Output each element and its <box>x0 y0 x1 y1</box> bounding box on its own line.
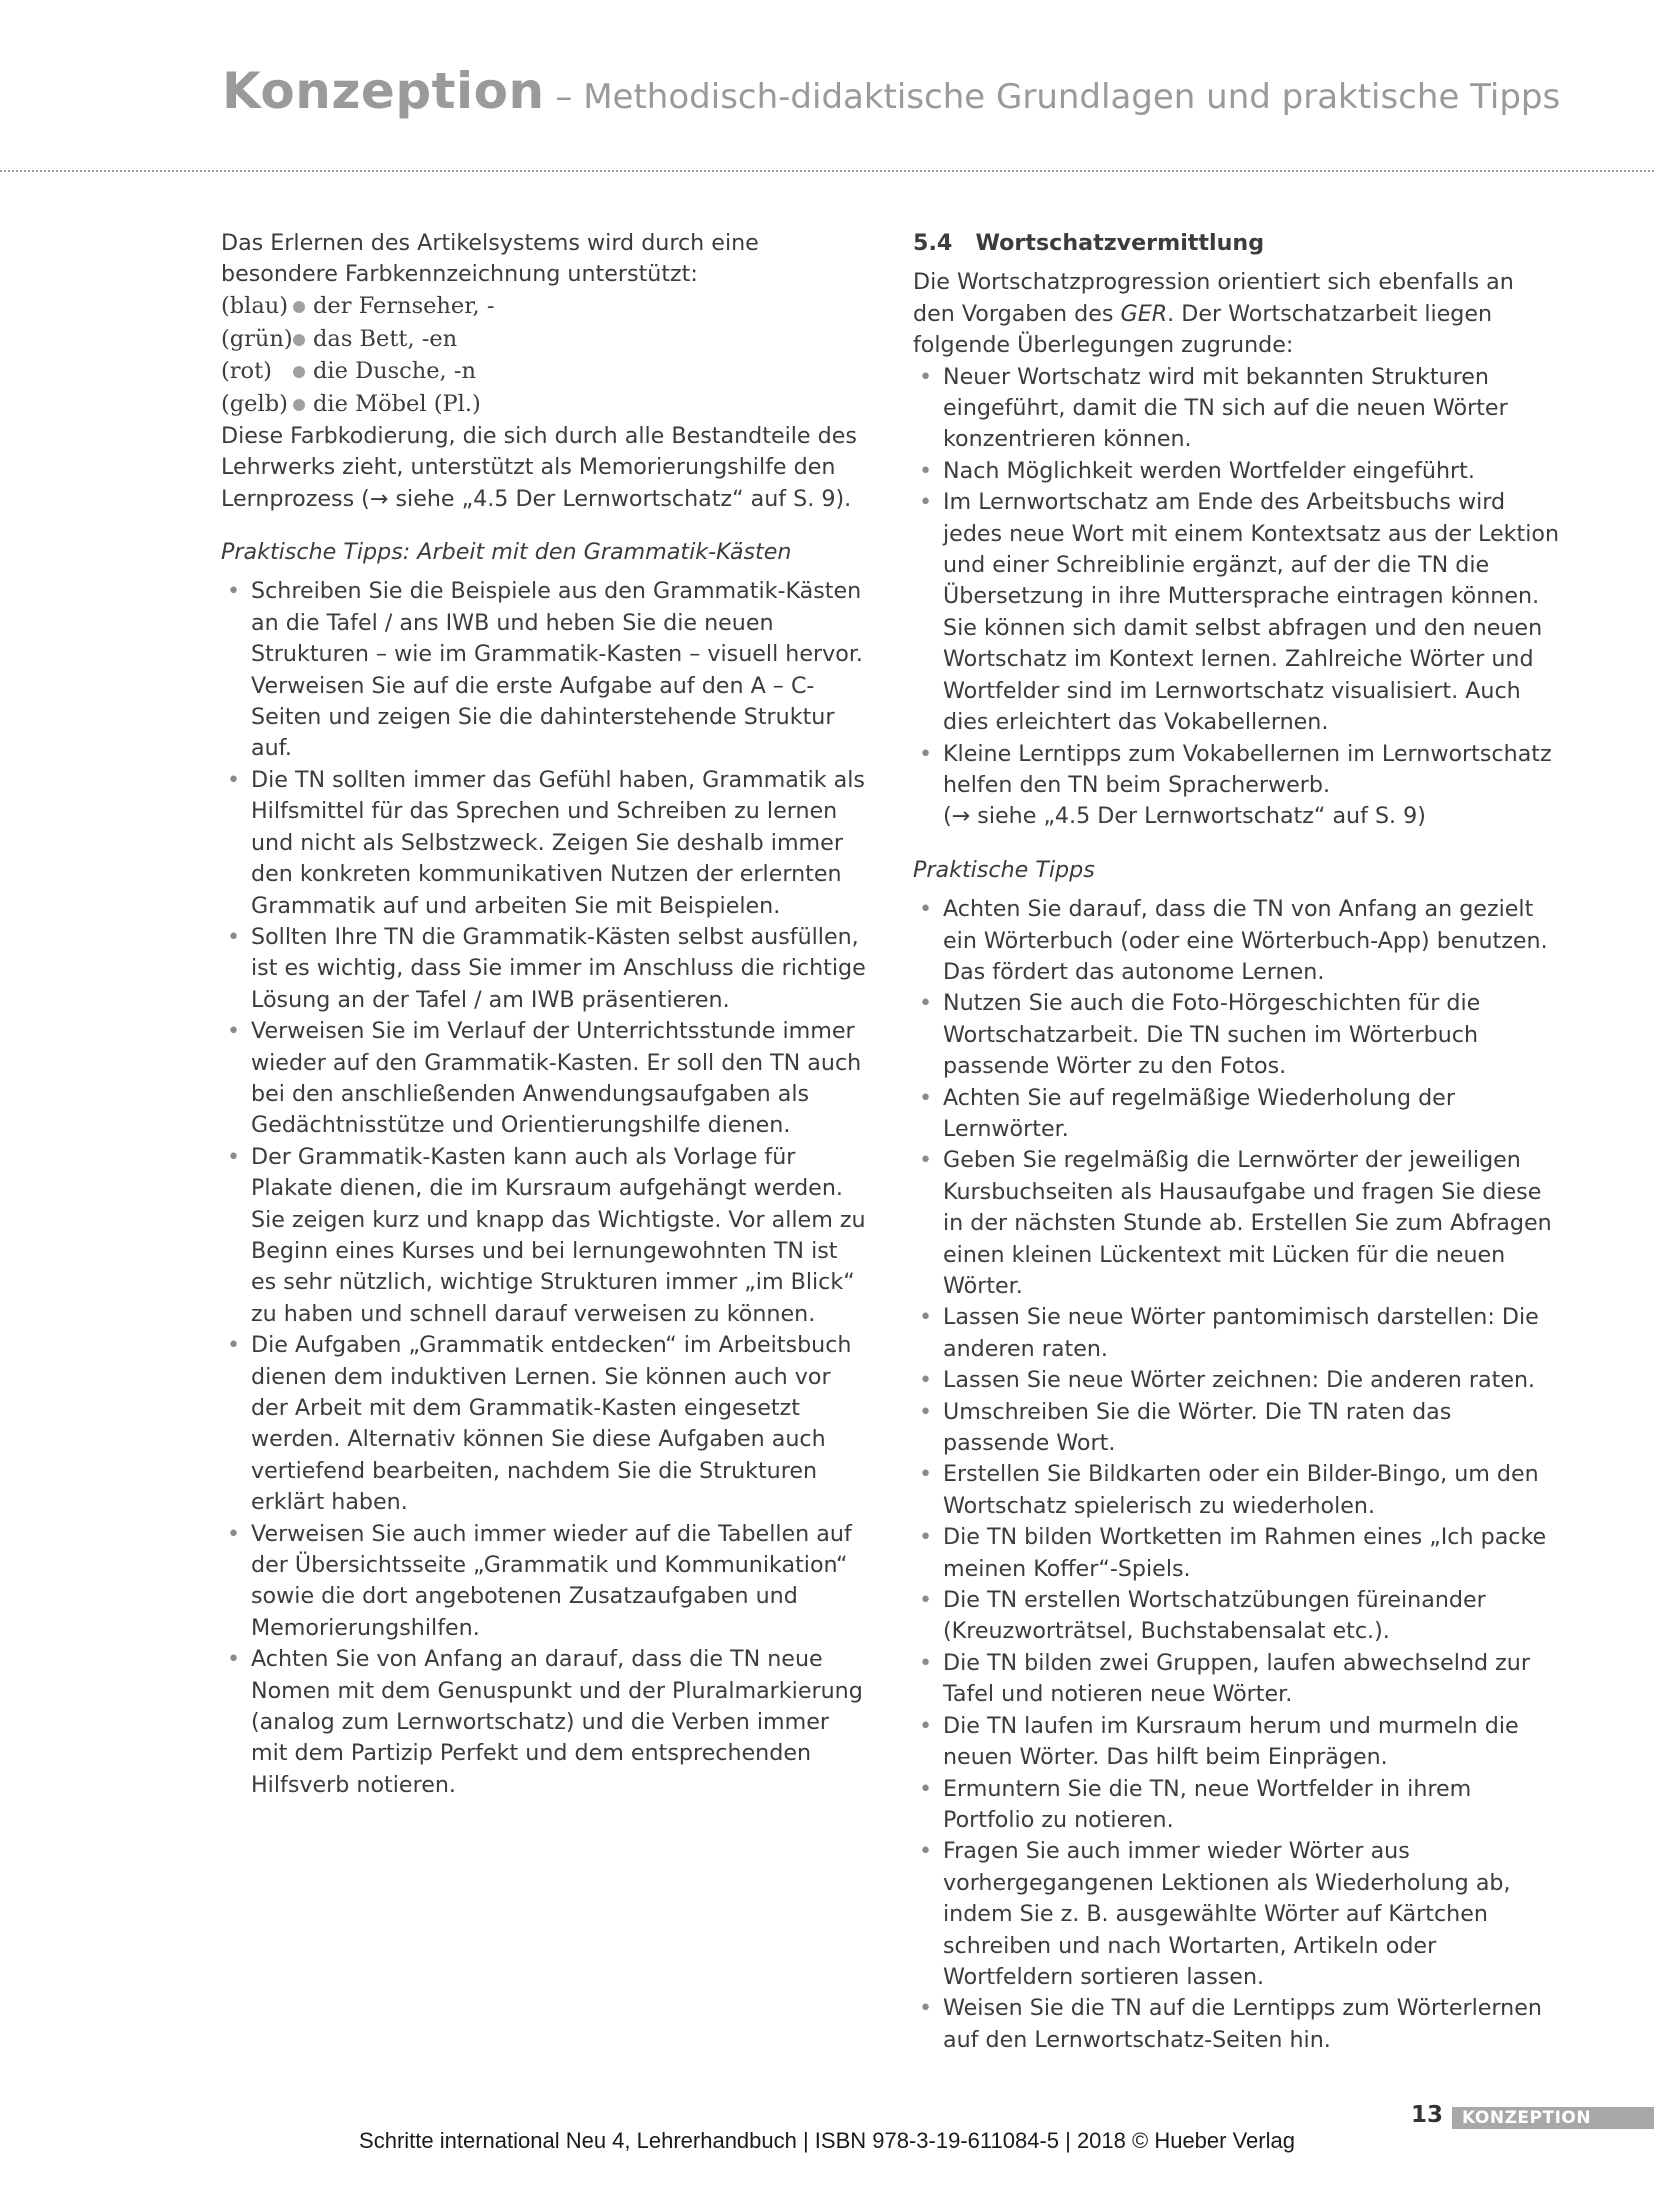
ger-abbreviation: GER <box>1120 300 1168 327</box>
left-column <box>221 228 866 1801</box>
section-tag: KONZEPTION <box>1452 2107 1654 2129</box>
list-item: • Die TN bilden zwei Gruppen, laufen abwechselnd zur Tafel und notieren neue Wörter. <box>913 1648 1561 1711</box>
page-header <box>222 62 1560 120</box>
section-number: 5.4 <box>913 230 953 256</box>
vocab-tips-list <box>913 894 1561 2056</box>
grammar-tips-list <box>221 576 866 1801</box>
list-item: • Die Aufgaben „Grammatik entdecken“ im Arbeitsbuch dienen dem induktiven Lernen. Sie können auch vor der Arbeit mit dem Grammatik-Kasten eingesetzt werden. Alternativ können Sie diese Aufgaben auch vertiefend bearbeiten, nachdem Sie die Strukturen erklärt haben. <box>221 1330 866 1518</box>
list-item: • Sollten Ihre TN die Grammatik-Kästen selbst ausfüllen, ist es wichtig, dass Sie immer im Anschluss die richtige Lösung an der Tafel / am IWB präsentieren. <box>221 922 866 1016</box>
color-example: der Fernseher, - <box>313 293 495 320</box>
page-subtitle: – Methodisch-didaktische Grundlagen und praktische Tipps <box>544 77 1561 117</box>
color-row <box>221 388 866 421</box>
color-key: (grün) <box>221 325 293 352</box>
list-item: • Ermuntern Sie die TN, neue Wortfelder in ihrem Portfolio zu notieren. <box>913 1774 1561 1837</box>
list-item: • Umschreiben Sie die Wörter. Die TN raten das passende Wort. <box>913 1397 1561 1460</box>
right-column <box>913 228 1561 2056</box>
see-also-reference: (→ siehe „4.5 Der Lernwortschatz“ auf S. 9) <box>943 803 1426 830</box>
color-example: die Dusche, -n <box>313 358 476 385</box>
list-item: • Neuer Wortschatz wird mit bekannten Strukturen eingeführt, damit die TN sich auf die neuen Wörter konzentrieren können. <box>913 362 1561 456</box>
grammar-tips-heading: Praktische Tipps: Arbeit mit den Grammatik-Kästen <box>221 539 792 566</box>
list-item: • Die TN laufen im Kursraum herum und murmeln die neuen Wörter. Das hilft beim Einprägen. <box>913 1711 1561 1774</box>
color-row <box>221 356 866 389</box>
list-item: • Im Lernwortschatz am Ende des Arbeitsbuchs wird jedes neue Wort mit einem Kontextsatz aus der Lektion und einer Schreiblinie ergänzt, auf der die TN die Übersetzung in ihre Muttersprache eintragen können. Sie können sich damit selbst abfragen und den neuen Wortschatz im Kontext lernen. Zahlreiche Wörter und Wortfelder sind im Lernwortschatz visualisiert. Auch dies erleichtert das Vokabellernen. <box>913 487 1561 738</box>
gender-dot-icon <box>293 399 305 411</box>
color-key: (blau) <box>221 293 289 320</box>
list-item: • Weisen Sie die TN auf die Lerntipps zum Wörterlernen auf den Lernwortschatz-Seiten hin. <box>913 1993 1561 2056</box>
list-item: • Erstellen Sie Bildkarten oder ein Bilder-Bingo, um den Wortschatz spielerisch zu wiederholen. <box>913 1459 1561 1522</box>
list-item: • Nutzen Sie auch die Foto-Hörgeschichten für die Wortschatzarbeit. Die TN suchen im Wörterbuch passende Wörter zu den Fotos. <box>913 988 1561 1082</box>
color-key: (rot) <box>221 358 272 385</box>
color-key: (gelb) <box>221 390 288 417</box>
list-item: • Nach Möglichkeit werden Wortfelder eingeführt. <box>913 456 1561 487</box>
color-coding-explanation: Diese Farbkodierung, die sich durch alle Bestandteile des Lehrwerks zieht, unterstützt als Memorierungshilfe den Lernprozess (→ siehe „4.5 Der Lernwortschatz“ auf S. 9). <box>221 422 857 512</box>
list-item: • Schreiben Sie die Beispiele aus den Grammatik-Kästen an die Tafel / ans IWB und heben Sie die neuen Strukturen – wie im Grammatik-Kasten – visuell hervor. Verweisen Sie auf die erste Aufgabe auf den A – C-Seiten und zeigen Sie die dahinterstehende Struktur auf. <box>221 576 866 764</box>
list-item: • Geben Sie regelmäßig die Lernwörter der jeweiligen Kursbuchseiten als Hausaufgabe und fragen Sie diese in der nächsten Stunde ab. Erstellen Sie zum Abfragen einen kleinen Lückentext mit Lücken für die neuen Wörter. <box>913 1145 1561 1302</box>
section-heading <box>913 228 1561 259</box>
vocab-points-list <box>913 362 1561 833</box>
list-item: • Lassen Sie neue Wörter pantomimisch darstellen: Die anderen raten. <box>913 1302 1561 1365</box>
vocab-intro: Die Wortschatzprogression orientiert sich ebenfalls an den Vorgaben des GER. Der Wortschatzarbeit liegen folgende Überlegungen zugrunde: <box>913 269 1514 359</box>
gender-dot-icon <box>293 301 305 313</box>
color-example: das Bett, -en <box>313 325 458 352</box>
article-intro: Das Erlernen des Artikelsystems wird durch eine besondere Farbkennzeichnung unterstützt: <box>221 230 759 288</box>
list-item: • Achten Sie darauf, dass die TN von Anfang an gezielt ein Wörterbuch (oder eine Wörterbuch-App) benutzen. Das fördert das autonome Lernen. <box>913 894 1561 988</box>
gender-dot-icon <box>293 334 305 346</box>
list-item: • Lassen Sie neue Wörter zeichnen: Die anderen raten. <box>913 1365 1561 1396</box>
list-item: • Die TN erstellen Wortschatzübungen füreinander (Kreuzworträtsel, Buchstabensalat etc.). <box>913 1585 1561 1648</box>
list-item: • Die TN sollten immer das Gefühl haben, Grammatik als Hilfsmittel für das Sprechen und Schreiben zu lernen und nicht als Selbstzweck. Zeigen Sie deshalb immer den konkreten kommunikativen Nutzen der erlernten Grammatik auf und arbeiten Sie mit Beispielen. <box>221 765 866 922</box>
section-title: Wortschatzvermittlung <box>975 230 1265 256</box>
list-item: • Achten Sie von Anfang an darauf, dass die TN neue Nomen mit dem Genuspunkt und der Pluralmarkierung (analog zum Lernwortschatz) und die Verben immer mit dem Partizip Perfekt und dem entsprechenden Hilfsverb notieren. <box>221 1644 866 1801</box>
color-row <box>221 323 866 356</box>
page-title: Konzeption <box>222 62 545 120</box>
footer-citation: Schritte international Neu 4, Lehrerhandbuch | ISBN 978-3-19-611084-5 | 2018 © Hueber Verlag <box>359 2128 1295 2153</box>
list-item: • Verweisen Sie im Verlauf der Unterrichtsstunde immer wieder auf den Grammatik-Kasten. Er soll den TN auch bei den anschließenden Anwendungsaufgaben als Gedächtnisstütze und Orientierungshilfe dienen. <box>221 1016 866 1142</box>
header-divider <box>0 170 1654 172</box>
list-item: • Kleine Lerntipps zum Vokabellernen im Lernwortschatz helfen den TN beim Spracherwerb. (→ siehe „4.5 Der Lernwortschatz“ auf S. 9) <box>913 739 1561 833</box>
vocab-tips-heading: Praktische Tipps <box>913 856 1095 883</box>
gender-dot-icon <box>293 366 305 378</box>
list-item: • Die TN bilden Wortketten im Rahmen eines „Ich packe meinen Koffer“-Spiels. <box>913 1522 1561 1585</box>
color-coding-list <box>221 291 866 421</box>
color-example: die Möbel (Pl.) <box>313 390 481 417</box>
list-item: • Der Grammatik-Kasten kann auch als Vorlage für Plakate dienen, die im Kursraum aufgehängt werden. Sie zeigen kurz und knapp das Wichtigste. Vor allem zu Beginn eines Kurses und bei lernungewohnten TN ist es sehr nützlich, wichtige Strukturen immer „im Blick“ zu haben und schnell darauf verweisen zu können. <box>221 1142 866 1330</box>
list-item: • Achten Sie auf regelmäßige Wiederholung der Lernwörter. <box>913 1083 1561 1146</box>
page-number: 13 <box>1411 2102 1444 2128</box>
list-item: • Verweisen Sie auch immer wieder auf die Tabellen auf der Übersichtsseite „Grammatik und Kommunikation“ sowie die dort angebotenen Zusatzaufgaben und Memorierungshilfen. <box>221 1519 866 1645</box>
color-row <box>221 291 866 324</box>
list-item: • Fragen Sie auch immer wieder Wörter aus vorhergegangenen Lektionen als Wiederholung ab, indem Sie z. B. ausgewählte Wörter auf Kärtchen schreiben und nach Wortarten, Artikeln oder Wortfeldern sortieren lassen. <box>913 1836 1561 1993</box>
